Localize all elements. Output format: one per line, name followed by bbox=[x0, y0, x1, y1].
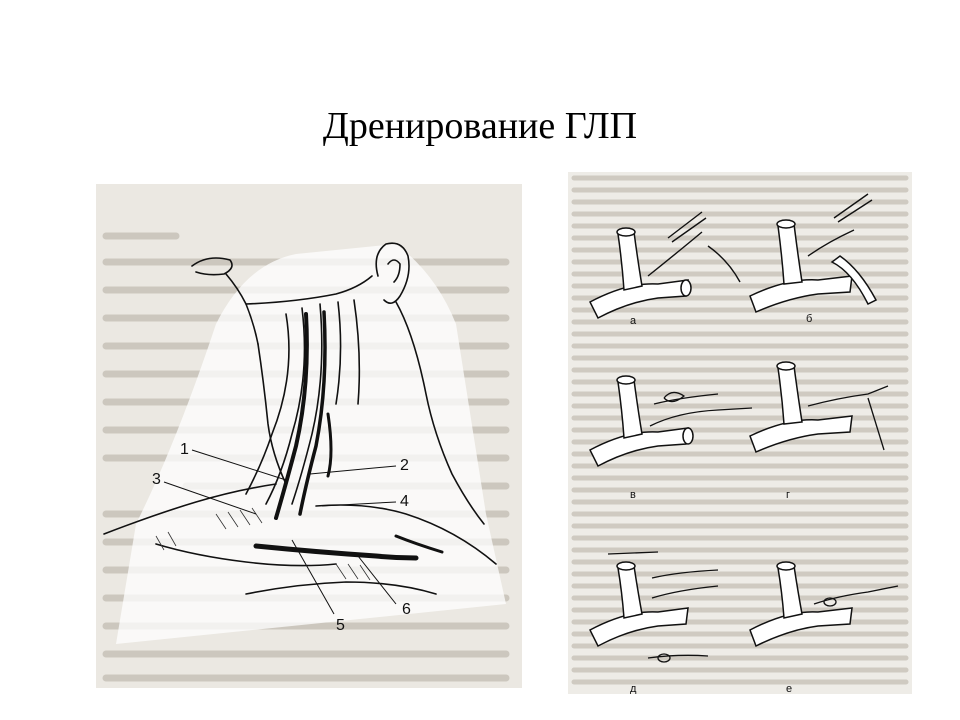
label-3: 3 bbox=[152, 471, 161, 488]
label-6: 6 bbox=[402, 601, 411, 618]
drain-panels-drawing bbox=[568, 172, 912, 694]
panel-label-a: а bbox=[630, 315, 637, 327]
panel-label-b: б bbox=[806, 313, 813, 325]
label-5: 5 bbox=[336, 617, 345, 634]
label-4: 4 bbox=[400, 493, 409, 510]
label-2: 2 bbox=[400, 457, 409, 474]
label-1: 1 bbox=[180, 441, 189, 458]
panel-label-e: е bbox=[786, 683, 793, 694]
drain-placement-panels bbox=[568, 172, 912, 694]
neck-drainage-illustration bbox=[96, 184, 522, 688]
panel-label-d: д bbox=[630, 683, 637, 694]
panel-label-g: г bbox=[786, 489, 791, 501]
panel-label-v: в bbox=[630, 489, 636, 501]
neck-drainage-drawing bbox=[96, 184, 522, 688]
slide-title: Дренирование ГЛП bbox=[322, 105, 638, 147]
